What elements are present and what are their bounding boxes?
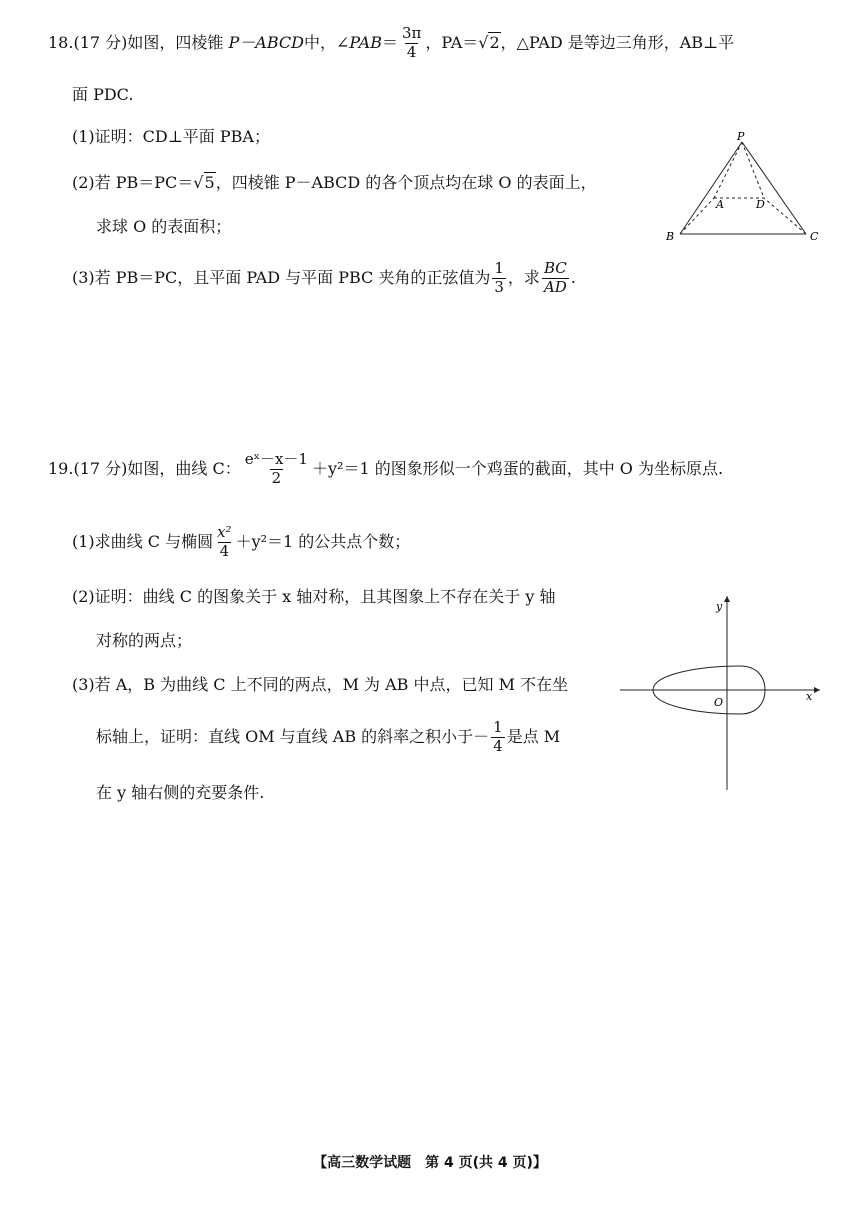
q18-part3 (72, 261, 576, 296)
curve-figure (620, 592, 830, 792)
q19-part3-text: 标轴上，证明：直线 OM 与直线 AB 的斜率之积小于－ (96, 726, 490, 746)
q18-part3-period: . (570, 267, 576, 287)
q18-part2-text: (2)若 PB＝PC＝ (72, 173, 194, 192)
q19-stem-text-2: ＋y²＝1 的图象形似一个鸡蛋的截面，其中 O 为坐标原点. (311, 458, 724, 478)
q19-part3-text-2: 是点 M (506, 726, 561, 746)
q19-ellipse-fraction: $\frac{\text{x²}}{4}$ (217, 523, 232, 560)
q19-line1 (48, 452, 723, 487)
q18-stem-text-3: ，△PAD 是等边三角形，AB⊥平 (500, 32, 735, 52)
q18-angle-name: PAB (349, 32, 382, 52)
q19-curve-fraction: $\frac{\text{eˣ－x－1}}{2}$ (244, 450, 308, 487)
page-footer: 【高三数学试题 第 4 页(共 4 页)】 (313, 1155, 547, 1171)
axis-y-label: y (716, 600, 723, 613)
label-D: D (756, 198, 765, 211)
q18-points: (17 分) (73, 32, 128, 52)
q18-part3-fraction: $\frac{1}{3}$ (494, 259, 504, 296)
q18-part3-text-2: ，求 (507, 267, 540, 287)
q19-part3-line2 (96, 720, 560, 755)
q18-angle-fraction: $\frac{3\pi}{4}$ (402, 24, 422, 61)
q19-number: 19. (48, 458, 74, 478)
q19-part1-text-2: ＋y²＝1 的公共点个数； (235, 531, 411, 551)
q18-pa-label: ，PA＝ (425, 32, 479, 52)
axis-x-label: x (806, 690, 813, 703)
label-A: A (716, 198, 724, 211)
label-P: P (737, 130, 745, 143)
label-C: C (810, 230, 819, 243)
q19-part3-fraction: $\frac{1}{4}$ (493, 718, 503, 755)
label-B: B (666, 230, 675, 243)
q18-part2-line1: (2)若 PB＝PC＝√5，四棱锥 P－ABCD 的各个顶点均在球 O 的表面上， (72, 173, 597, 192)
q18-eq: ＝ (381, 32, 398, 52)
q18-part2-line2: 求球 O 的表面积； (96, 217, 232, 236)
q19-part1 (72, 525, 410, 560)
q19-stem-text: 如图，曲线 C： (127, 458, 241, 478)
q18-stem-text-2: 中，∠ (303, 32, 350, 52)
q18-line2: 面 PDC. (72, 85, 134, 104)
q19-part2-line2: 对称的两点； (96, 631, 193, 650)
q18-pa-value: 2 (489, 32, 500, 52)
origin-label: O (714, 696, 724, 709)
q18-line1: 18.(17 分)如图，四棱锥 P－ABCD中，∠PAB＝ $\frac{3\pi}{4}$ ，PA＝√2，△PAD 是等边三角形，AB⊥平 (48, 24, 735, 61)
pyramid-figure (660, 128, 830, 248)
q19-part2-line1: (2)证明：曲线 C 的图象关于 x 轴对称，且其图象上不存在关于 y 轴 (72, 587, 556, 606)
q18-part2-text-2: ，四棱锥 P－ABCD 的各个顶点均在球 O 的表面上， (215, 173, 597, 192)
q18-number: 18. (48, 32, 74, 52)
q18-part1: (1)证明：CD⊥平面 PBA； (72, 127, 270, 146)
q18-pyramid: P－ABCD (228, 32, 304, 52)
q19-part3-line3: 在 y 轴右侧的充要条件. (96, 783, 265, 802)
q18-part3-text: (3)若 PB＝PC，且平面 PAD 与平面 PBC 夹角的正弦值为 (72, 267, 491, 287)
q19-part1-text: (1)求曲线 C 与椭圆 (72, 531, 214, 551)
q18-part3-ratio: $\frac{BC}{AD}$ (543, 259, 567, 296)
q19-part3-line1: (3)若 A，B 为曲线 C 上不同的两点，M 为 AB 中点，已知 M 不在坐 (72, 675, 569, 694)
q18-part2-radical: 5 (204, 173, 215, 192)
q19-points: (17 分) (73, 458, 128, 478)
q18-stem-text: 如图，四棱锥 (127, 32, 224, 52)
